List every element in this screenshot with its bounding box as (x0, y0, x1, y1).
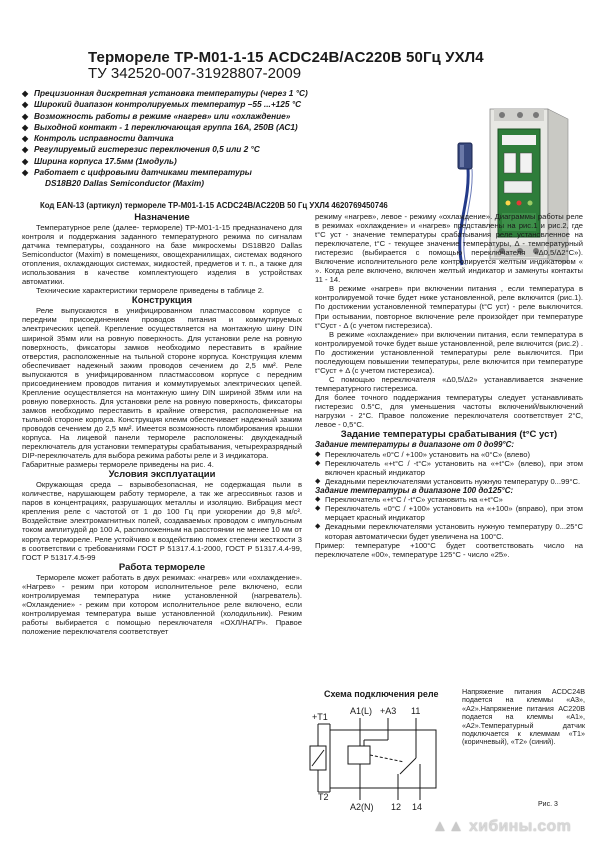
bullet-item: ◆ Переключатель «0°С / +100» установить на «0°С» (влево) (315, 450, 583, 459)
coil-symbol (348, 746, 370, 764)
bullet-item: ◆ Декадными переключателями установить нужную температуру 0...25°С которая автоматически будет увеличена на 100°С. (315, 522, 583, 540)
label-11: 11 (411, 706, 421, 716)
feature-item: ◆ Выходной контакт - 1 переключающая группа 16А, 250В (АС1) (22, 122, 362, 133)
paragraph: Температурное реле (далее- терморелe) ТР-М01-1-15 предназначено для контроля и поддержания заданного температурного режима по сигналам датчика температуры, созданного на базе микросхемы DS18B20 Dallas Semiconductor (Maxim) в помещениях, овощехранилищах, системах водяного отопления, охлаждающих системах, жидкостей, предметов и т. п., а также для использования в качестве комплектующего изделия в устройствах автоматики. (22, 223, 302, 287)
feature-item: ◆ Ширина корпуса 17.5мм (1модуль) (22, 156, 362, 167)
scheme-title: Схема подключения реле (324, 689, 439, 699)
label-a2: A2(N) (350, 802, 374, 812)
label-14: 14 (412, 802, 423, 812)
paragraph: С помощью переключателя «Δ0,5/Δ2» устанавливается значение температурного гистерезиса. (315, 374, 583, 393)
label-t2: T2 (318, 792, 329, 802)
label-a1: A1(L) (350, 706, 373, 716)
feature-item-continuation: DS18B20 Dallas Semiconductor (Maxim) (45, 178, 205, 189)
paragraph: В режиме «охлаждение» при включении питания, если температура в контролируемой точке будет выше установленной, реле включится (рис.2) . По достижении установленной температуры реле выключится. При последующем повышении температуры, реле включится при температуре t°Cуст + Δ (с учетом гистерезиса). (315, 329, 583, 375)
bullet-item: ◆ Переключатель «0°С / +100» установить на «+100» (вправо), при этом мерцает красный индикатор (315, 504, 583, 522)
feature-item: ◆ Работает с цифровыми датчиками температуры (22, 167, 362, 178)
section-heading: Условия эксплуатации (108, 469, 216, 481)
right-column (315, 212, 583, 559)
section-heading: Назначение (134, 212, 190, 223)
paragraph: Технические характеристики терморелe приведены в таблице 2. (36, 286, 265, 296)
document-spec: ТУ 342520-007-31928807-2009 (88, 65, 302, 82)
subsection-heading: Задание температуры в диапазоне 100 до125°С: (315, 485, 514, 495)
feature-item: ◆ Прецизионная дискретная установка температуры (через 1 °С) (22, 88, 362, 99)
figure-label: Рис. 3 (538, 801, 558, 808)
document-title: Термореле ТР-М01-1-15 ACDC24В/AC220В 50Гц УХЛ4 (88, 49, 484, 66)
section-heading: Задание температуры срабатывания (t°C уст) (340, 429, 558, 441)
paragraph: режиму «нагрев», левое - режиму «охлаждение». Диаграммы работы реле в режимах «охлаждение» и «нагрев» представлены на рис.1 и рис.2, где t°C уст - значение температуры срабатывания реле установленное на переключателе, t°C - текущее значение температуры, Δ - температурный гистерезис (выбирается с помощью переключателя «Δ0,5/Δ2°С»). Включение исполнительного реле контролируется желтым индикатором « ». Когда реле включено, включен желтый индикатор и замкнуты контакты 11 - 14. (315, 212, 583, 285)
left-column (22, 212, 302, 636)
paragraph: Пример: температуре +100°С будет соответствовать число на переключателе «00», температуре 125°С - число «25». (315, 540, 583, 559)
subsection-heading: Задание температуры в диапазоне от 0 до99°С: (315, 440, 515, 450)
ean-code: Код EAN-13 (артикул) термореле ТР-М01-1-15 ACDC24В/АС220В 50 Гц УХЛ4 4620769450746 (40, 201, 388, 210)
paragraph: Окружающая среда – взрывобезопасная, не содержащая пыли в количестве, нарушающем работу терморелe, а так же агрессивных газов и паров в концентрациях, разрушающих металлы и изоляцию. Вибрация мест крепления реле с частотой от 1 до 100 Гц при ускорении до 9,8 м/с². Воздействие электромагнитных полей, создаваемых проводом с импульсным током амплитудой до 100 А, расположенным на расстоянии не менее 10 мм от корпуса терморелe. Реле устойчиво к воздействию помех степени жесткости 3 в соответствии с требованиями ГОСТ Р 51317.4.1-2000, ГОСТ Р 51317.4.4-99, ГОСТ Р 51317.4.5-99 (22, 480, 302, 562)
wiring-diagram (308, 700, 460, 815)
label-t1: +T1 (312, 712, 328, 722)
feature-item: ◆ Регулируемый гистерезис переключения 0,5 или 2 °С (22, 144, 362, 155)
label-a3: +A3 (380, 706, 397, 716)
watermark (432, 818, 571, 836)
paragraph: Терморелe может работать в двух режимах: «нагрев» или «охлаждение». «Нагрев» - режим при котором исполнительное реле включено, если контролируемая температура ниже установленной (нагреватель). «Охлаждение» - режим при котором исполнительное реле включено, если контролируемая температура выше установленной (холодильник). Режим работы выбирается с помощью переключателя «ОХЛ/НАГР». Правое положение переключателя соответствует (22, 572, 302, 636)
watermark-logo-icon: ▲▲ (432, 818, 465, 835)
feature-list (22, 88, 362, 190)
feature-item: ◆ Контроль исправности датчика (22, 133, 362, 144)
paragraph: Габаритные размеры терморелe приведены на рис. 4. (22, 460, 214, 470)
paragraph: В режиме «нагрев» при включении питания , если температура в контролируемой точке будет ниже установленной, реле включится (рис.1). По достижении установленной температуры (t°C уст) - реле выключится. При остывании, повторное включение реле произойдет при температуре t°Cуст - Δ (с учетом гистерезиса). (315, 284, 583, 330)
feature-item: ◆ Возможность работы в режиме «нагрев» или «охлаждение» (22, 111, 362, 122)
bullet-item: ◆ Переключатель «+t°C / -t°C» установить на «+t°C» (315, 495, 583, 504)
scheme-note: Напряжение питания ACDC24В подается на клеммы «А3», «А2».Напряжение питания AC220В подается на клеммы «А1», «А2».Температурный датчик подключается к клеммам «Т1» (коричневый), «Т2» (синий). (462, 687, 585, 747)
label-12: 12 (391, 802, 402, 812)
watermark-text: хибины.com (469, 818, 572, 835)
paragraph: Реле выпускаются в унифицированном пластмассовом корпусе с передним присоединением проводов питания и коммутируемых электрических цепей. Крепление осуществляется на монтажную шину DIN шириной 35мм или на ровную поверхность. Для установки реле на ровную поверхность, фиксаторы замков необходимо переставить в крайние отверстия, расположенные на тыльной стороне корпуса. Конструкция клемм обеспечивает надежный зажим проводов сечением до 2,5 мм². Реле выпускаются в унифицированном пластмассовом корпусе с передним присоединением проводов питания и коммутируемых электрических цепей. Крепление осуществляется на монтажную шину DIN шириной 35мм или на ровную поверхность. Для установки реле на ровную поверхность, фиксаторы замков необходимо переставить в крайние отверстия, расположенные на тыльной стороне корпуса. Конструкция клемм обеспечивает надежный зажим проводов сечением до 2,5 мм². Имеется возможность пломбирования крышки корпуса. На лицевой панели терморелe расположены: двухдекадный переключатель для установки температуры срабатывания, четырехразрядный DIP-переключатель для выбора режима работы реле и 3 индикатора. (22, 306, 302, 461)
paragraph: Для более точного поддержания температуры следует устанавливать гистерезис 0.5°С, для уменьшения частоты включений/выключений нагрузки - 2°С. Правое положение переключателя соответствует 2°С, левое - 0,5°С. (315, 392, 583, 430)
feature-item: ◆ Широкий диапазон контролируемых температур –55 ...+125 °С (22, 99, 362, 110)
section-heading: Работа терморелe (118, 561, 206, 573)
bullet-item: ◆ Декадными переключателями установить нужную температуру 0...99°С. (315, 477, 583, 486)
bullet-item: ◆ Переключатель «+t°C / -t°C» установить на «+t°C» (влево), при этом включен красный индикатор (315, 459, 583, 477)
section-heading: Конструкция (131, 295, 193, 307)
